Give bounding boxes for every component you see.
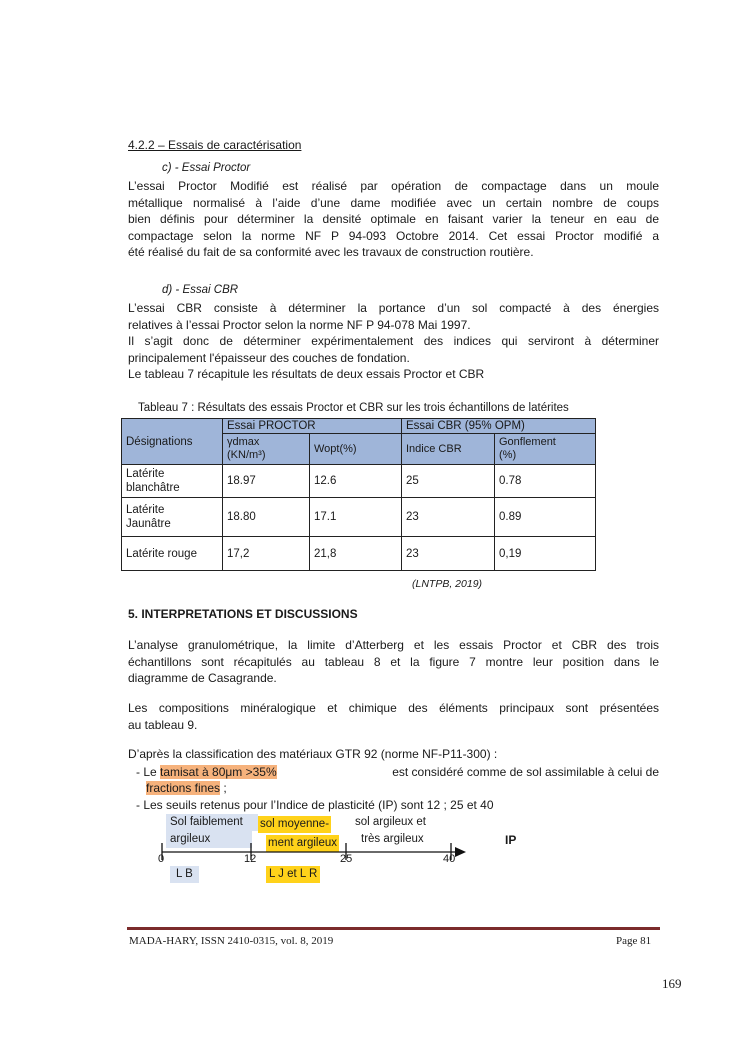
text-line: Les compositions minéralogique et chimique des éléments principaux sont présentées bbox=[128, 701, 659, 715]
header-wopt: Wopt(%) bbox=[310, 434, 402, 465]
text-line: L’essai CBR consiste à déterminer la portance d’un sol compacté à des énergies bbox=[128, 301, 659, 315]
text-line: L’analyse granulométrique, la limite d’Atterberg et les essais Proctor et CBR des trois bbox=[128, 638, 659, 652]
interp-paragraph-1 bbox=[128, 637, 659, 687]
ip-tick-label-0: 0 bbox=[158, 853, 165, 865]
ip-tick-label-12: 12 bbox=[244, 853, 257, 865]
header-gdmax-line2: (KN/m³) bbox=[227, 449, 266, 461]
results-table bbox=[121, 418, 596, 571]
text-line: été réalisé du fait de sa conformité avec les travaux de construction routière. bbox=[128, 245, 534, 259]
highlight-tamisat: tamisat à 80μm >35% bbox=[160, 765, 277, 779]
cell-indice-cbr: 23 bbox=[402, 537, 495, 571]
row-designation bbox=[122, 465, 223, 498]
text-line: métallique normalisé à l’aide d’une dame modifiée avec un certain nombre de coups bbox=[128, 195, 659, 210]
text-line: diagramme de Casagrande. bbox=[128, 671, 277, 685]
cell-wopt: 12.6 bbox=[310, 465, 402, 498]
row-name-line1: Latérite bbox=[126, 504, 165, 516]
header-gdmax bbox=[223, 434, 310, 465]
interp-paragraph-2 bbox=[128, 700, 659, 733]
footer-rule bbox=[127, 927, 660, 930]
bullet-prefix: - Le bbox=[136, 765, 161, 779]
row-name-line2: Jaunâtre bbox=[126, 518, 171, 530]
table-header-row bbox=[122, 419, 596, 434]
text-line: principalement l'épaisseur des couches de fondation. bbox=[128, 350, 410, 365]
cell-wopt: 21,8 bbox=[310, 537, 402, 571]
cell-gdmax: 17,2 bbox=[223, 537, 310, 571]
cell-gonflement: 0,19 bbox=[495, 537, 596, 571]
row-designation bbox=[122, 498, 223, 537]
highlight-fractions-fines: fractions fines bbox=[146, 781, 221, 795]
cell-gdmax: 18.97 bbox=[223, 465, 310, 498]
bullet-tamisat-line1 bbox=[136, 764, 659, 781]
text-line: Il s’agit donc de déterminer expérimentalement des indices qui serviront à déterminer bbox=[128, 334, 659, 348]
bullet-tamisat-rest: est considéré comme de sol assimilable à celui de bbox=[392, 765, 659, 779]
text-line: L’essai Proctor Modifié est réalisé par opération de compactage dans un moule bbox=[128, 179, 659, 193]
text-line: bien définis pour déterminer la densité optimale en faisant varier la teneur en eau de bbox=[128, 212, 659, 226]
footer-journal: MADA-HARY, ISSN 2410-0315, vol. 8, 2019 bbox=[129, 935, 334, 947]
cbr-subheading: d) - Essai CBR bbox=[162, 284, 239, 296]
cell-wopt: 17.1 bbox=[310, 498, 402, 537]
cell-gonflement: 0.89 bbox=[495, 498, 596, 537]
ip-label-faible-line2: argileux bbox=[166, 831, 252, 848]
ip-label-tres-line1: sol argileux et bbox=[355, 816, 426, 828]
interp-paragraph-3: D’après la classification des matériaux GTR 92 (norme NF-P11-300) : bbox=[128, 747, 498, 761]
header-gonflement-line1: Gonflement bbox=[499, 436, 556, 448]
bullet-tamisat-line2 bbox=[146, 780, 227, 797]
header-gonflement-line2: (%) bbox=[499, 449, 517, 461]
cbr-paragraph bbox=[128, 300, 659, 383]
text-line: compactage selon la norme NF P 94-093 Octobre 2014. Cet essai Proctor modifié a bbox=[128, 228, 659, 243]
cell-gdmax: 18.80 bbox=[223, 498, 310, 537]
row-name-line1: Latérite bbox=[126, 468, 165, 480]
header-indice-cbr: Indice CBR bbox=[402, 434, 495, 465]
table-caption: Tableau 7 : Résultats des essais Proctor et CBR sur les trois échantillons de latérites bbox=[138, 402, 569, 414]
ip-label-tres-line2: très argileux bbox=[361, 833, 424, 845]
ip-tick-label-40: 40 bbox=[443, 853, 456, 865]
cell-indice-cbr: 23 bbox=[402, 498, 495, 537]
row-designation: Latérite rouge bbox=[122, 537, 223, 571]
table-row bbox=[122, 465, 596, 498]
footer-page: Page 81 bbox=[616, 935, 652, 947]
text-line: échantillons sont récapitulés au tableau 8 et la figure 7 montre leur position dans le bbox=[128, 654, 659, 669]
ip-axis-label: IP bbox=[505, 833, 517, 847]
text-line: Le tableau 7 récapitule les résultats de deux essais Proctor et CBR bbox=[128, 367, 485, 381]
text-line: relatives à l’essai Proctor selon la norme NF P 94-078 Mai 1997. bbox=[128, 317, 471, 332]
ip-tick-label-25: 25 bbox=[340, 853, 353, 865]
table-row bbox=[122, 498, 596, 537]
bullet-seuils: - Les seuils retenus pour l’Indice de plasticité (IP) sont 12 ; 25 et 40 bbox=[136, 798, 494, 812]
interpretations-heading: 5. INTERPRETATIONS ET DISCUSSIONS bbox=[128, 607, 358, 621]
ip-class-lb: L B bbox=[170, 866, 199, 883]
ip-label-faible-line1: Sol faiblement bbox=[166, 814, 258, 831]
row-name-line2: blanchâtre bbox=[126, 482, 180, 494]
header-gonflement bbox=[495, 434, 596, 465]
bullet-tamisat-end: ; bbox=[220, 781, 227, 795]
bullet-tamisat-text bbox=[136, 764, 277, 781]
cell-indice-cbr: 25 bbox=[402, 465, 495, 498]
ip-label-moyen-line1: sol moyenne- bbox=[258, 816, 331, 833]
table-source: (LNTPB, 2019) bbox=[412, 578, 483, 590]
page-number: 169 bbox=[662, 976, 682, 991]
header-designations: Désignations bbox=[122, 419, 223, 465]
proctor-paragraph bbox=[128, 178, 659, 261]
proctor-subheading: c) - Essai Proctor bbox=[162, 162, 251, 174]
ip-label-moyen-line2: ment argileux bbox=[266, 835, 339, 852]
text-line: au tableau 9. bbox=[128, 717, 198, 732]
cell-gonflement: 0.78 bbox=[495, 465, 596, 498]
header-group-cbr: Essai CBR (95% OPM) bbox=[402, 419, 596, 434]
table-row bbox=[122, 537, 596, 571]
ip-class-lj-lr: L J et L R bbox=[266, 866, 320, 883]
ip-axis-arrow bbox=[455, 847, 466, 857]
section-heading: 4.2.2 – Essais de caractérisation bbox=[128, 138, 302, 152]
header-group-proctor: Essai PROCTOR bbox=[223, 419, 402, 434]
header-gdmax-line1: γdmax bbox=[227, 436, 260, 448]
